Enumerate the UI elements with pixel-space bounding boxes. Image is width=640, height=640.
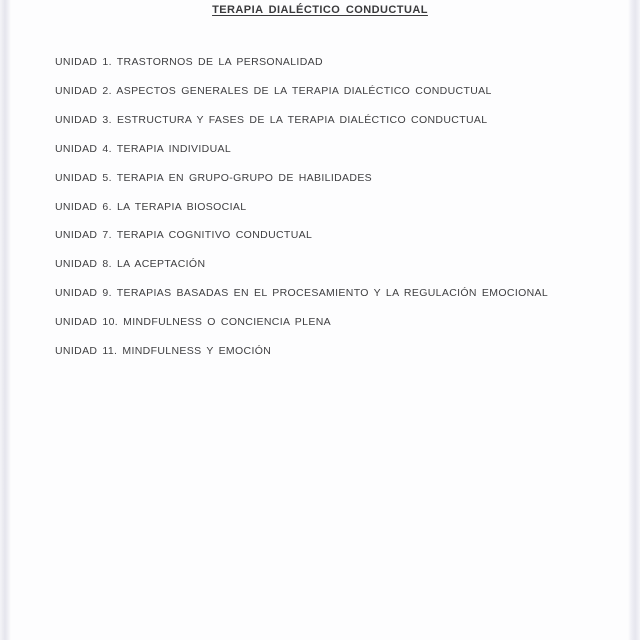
unit-item-2: UNIDAD 2. ASPECTOS GENERALES DE LA TERAPIA DIALÉCTICO CONDUCTUAL	[55, 84, 492, 97]
unit-item-3: UNIDAD 3. ESTRUCTURA Y FASES DE LA TERAPIA DIALÉCTICO CONDUCTUAL	[55, 113, 488, 126]
unit-item-1: UNIDAD 1. TRASTORNOS DE LA PERSONALIDAD	[55, 56, 323, 68]
unit-item-11: UNIDAD 11. MINDFULNESS Y EMOCIÓN	[55, 345, 272, 358]
unit-item-10: UNIDAD 10. MINDFULNESS O CONCIENCIA PLENA	[55, 316, 331, 329]
unit-item-8: UNIDAD 8. LA ACEPTACIÓN	[55, 258, 206, 271]
unit-item-7: UNIDAD 7. TERAPIA COGNITIVO CONDUCTUAL	[55, 229, 313, 242]
page-title: TERAPIA DIALÉCTICO CONDUCTUAL	[212, 4, 428, 16]
unit-list	[55, 48, 620, 366]
page-edge-left	[0, 0, 11, 640]
unit-item-4: UNIDAD 4. TERAPIA INDIVIDUAL	[55, 142, 232, 155]
unit-item-6: UNIDAD 6. LA TERAPIA BIOSOCIAL	[55, 200, 247, 213]
unit-item-9: UNIDAD 9. TERAPIAS BASADAS EN EL PROCESAMIENTO Y LA REGULACIÓN EMOCIONAL	[55, 287, 549, 300]
unit-item-5: UNIDAD 5. TERAPIA EN GRUPO-GRUPO DE HABILIDADES	[55, 171, 373, 184]
page-edge-right	[628, 0, 640, 640]
